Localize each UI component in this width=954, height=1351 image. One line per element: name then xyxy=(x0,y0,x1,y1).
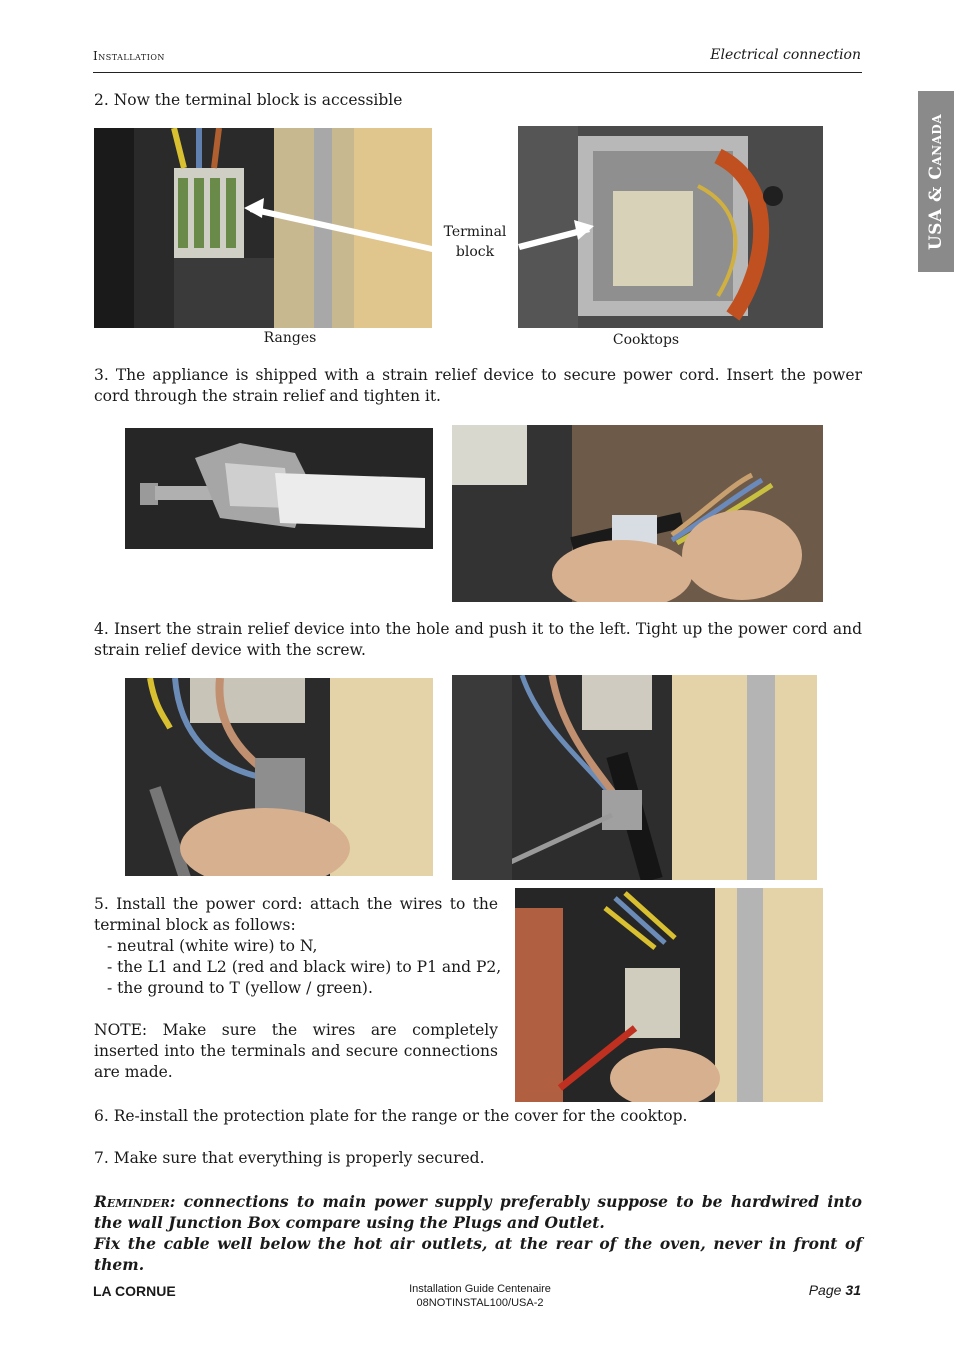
footer-page xyxy=(809,1282,861,1298)
step-7-text: 7. Make sure that everything is properly secured. xyxy=(94,1149,485,1167)
caption-ranges: Ranges xyxy=(263,330,317,346)
reminder-label: Reminder: xyxy=(94,1192,176,1211)
photo-cooktops-terminal-block xyxy=(518,126,823,328)
step-2-text: 2. Now the terminal block is accessible xyxy=(94,91,403,109)
region-tab xyxy=(918,91,954,272)
reminder-line2: Fix the cable well below the hot air outlets, at the rear of the oven, never in front of them. xyxy=(94,1234,862,1274)
step-3-text: 3. The appliance is shipped with a strain relief device to secure power cord. Insert the power cord through the strain relief and tighten it. xyxy=(94,366,862,405)
page-label: Page xyxy=(808,1282,842,1298)
step-6-text: 6. Re-install the protection plate for the range or the cover for the cooktop. xyxy=(94,1107,688,1125)
caption-terminal-line1: Terminal xyxy=(443,224,507,240)
footer-doc-title: Installation Guide Centenaire xyxy=(409,1283,551,1295)
footer-doc-code: 08NOTINSTAL100/USA-2 xyxy=(416,1297,544,1309)
list-item: - the L1 and L2 (red and black wire) to P1 and P2, xyxy=(107,958,502,976)
note-text: NOTE: Make sure the wires are completely inserted into the terminals and secure connections are made. xyxy=(94,1021,498,1081)
caption-terminal-line2: block xyxy=(455,244,495,260)
step-5-list xyxy=(107,936,507,999)
photo-push-strain-relief xyxy=(125,678,433,876)
caption-terminal-block xyxy=(436,222,514,262)
list-item: - the ground to T (yellow / green). xyxy=(107,979,373,997)
photo-tighten-screw xyxy=(452,675,817,880)
reminder-text: connections to main power supply preferably suppose to be hardwired into the wall Junction Box compare using the Plugs and Outlet. xyxy=(94,1192,862,1232)
header-divider xyxy=(93,72,862,73)
footer-doc-info xyxy=(380,1282,580,1310)
footer-brand: LA CORNUE xyxy=(93,1283,176,1299)
photo-ranges-terminal-block xyxy=(94,128,432,328)
step-4-text: 4. Insert the strain relief device into the hole and push it to the left. Tight up the power cord and strain relief device with the screw. xyxy=(94,620,862,659)
photo-insert-power-cord xyxy=(452,425,823,602)
region-tab-label: USA & Canada xyxy=(926,113,947,250)
page-number: 31 xyxy=(845,1282,861,1298)
photo-strain-relief-device xyxy=(125,428,433,549)
header-section: Installation xyxy=(93,49,165,63)
header-chapter: Electrical connection xyxy=(710,47,861,63)
step-5-intro: 5. Install the power cord: attach the wires to the terminal block as follows: xyxy=(94,895,498,934)
reminder xyxy=(94,1191,862,1275)
caption-cooktops: Cooktops xyxy=(612,332,680,348)
photo-wire-terminal-block xyxy=(515,888,823,1102)
list-item: - neutral (white wire) to N, xyxy=(107,937,318,955)
